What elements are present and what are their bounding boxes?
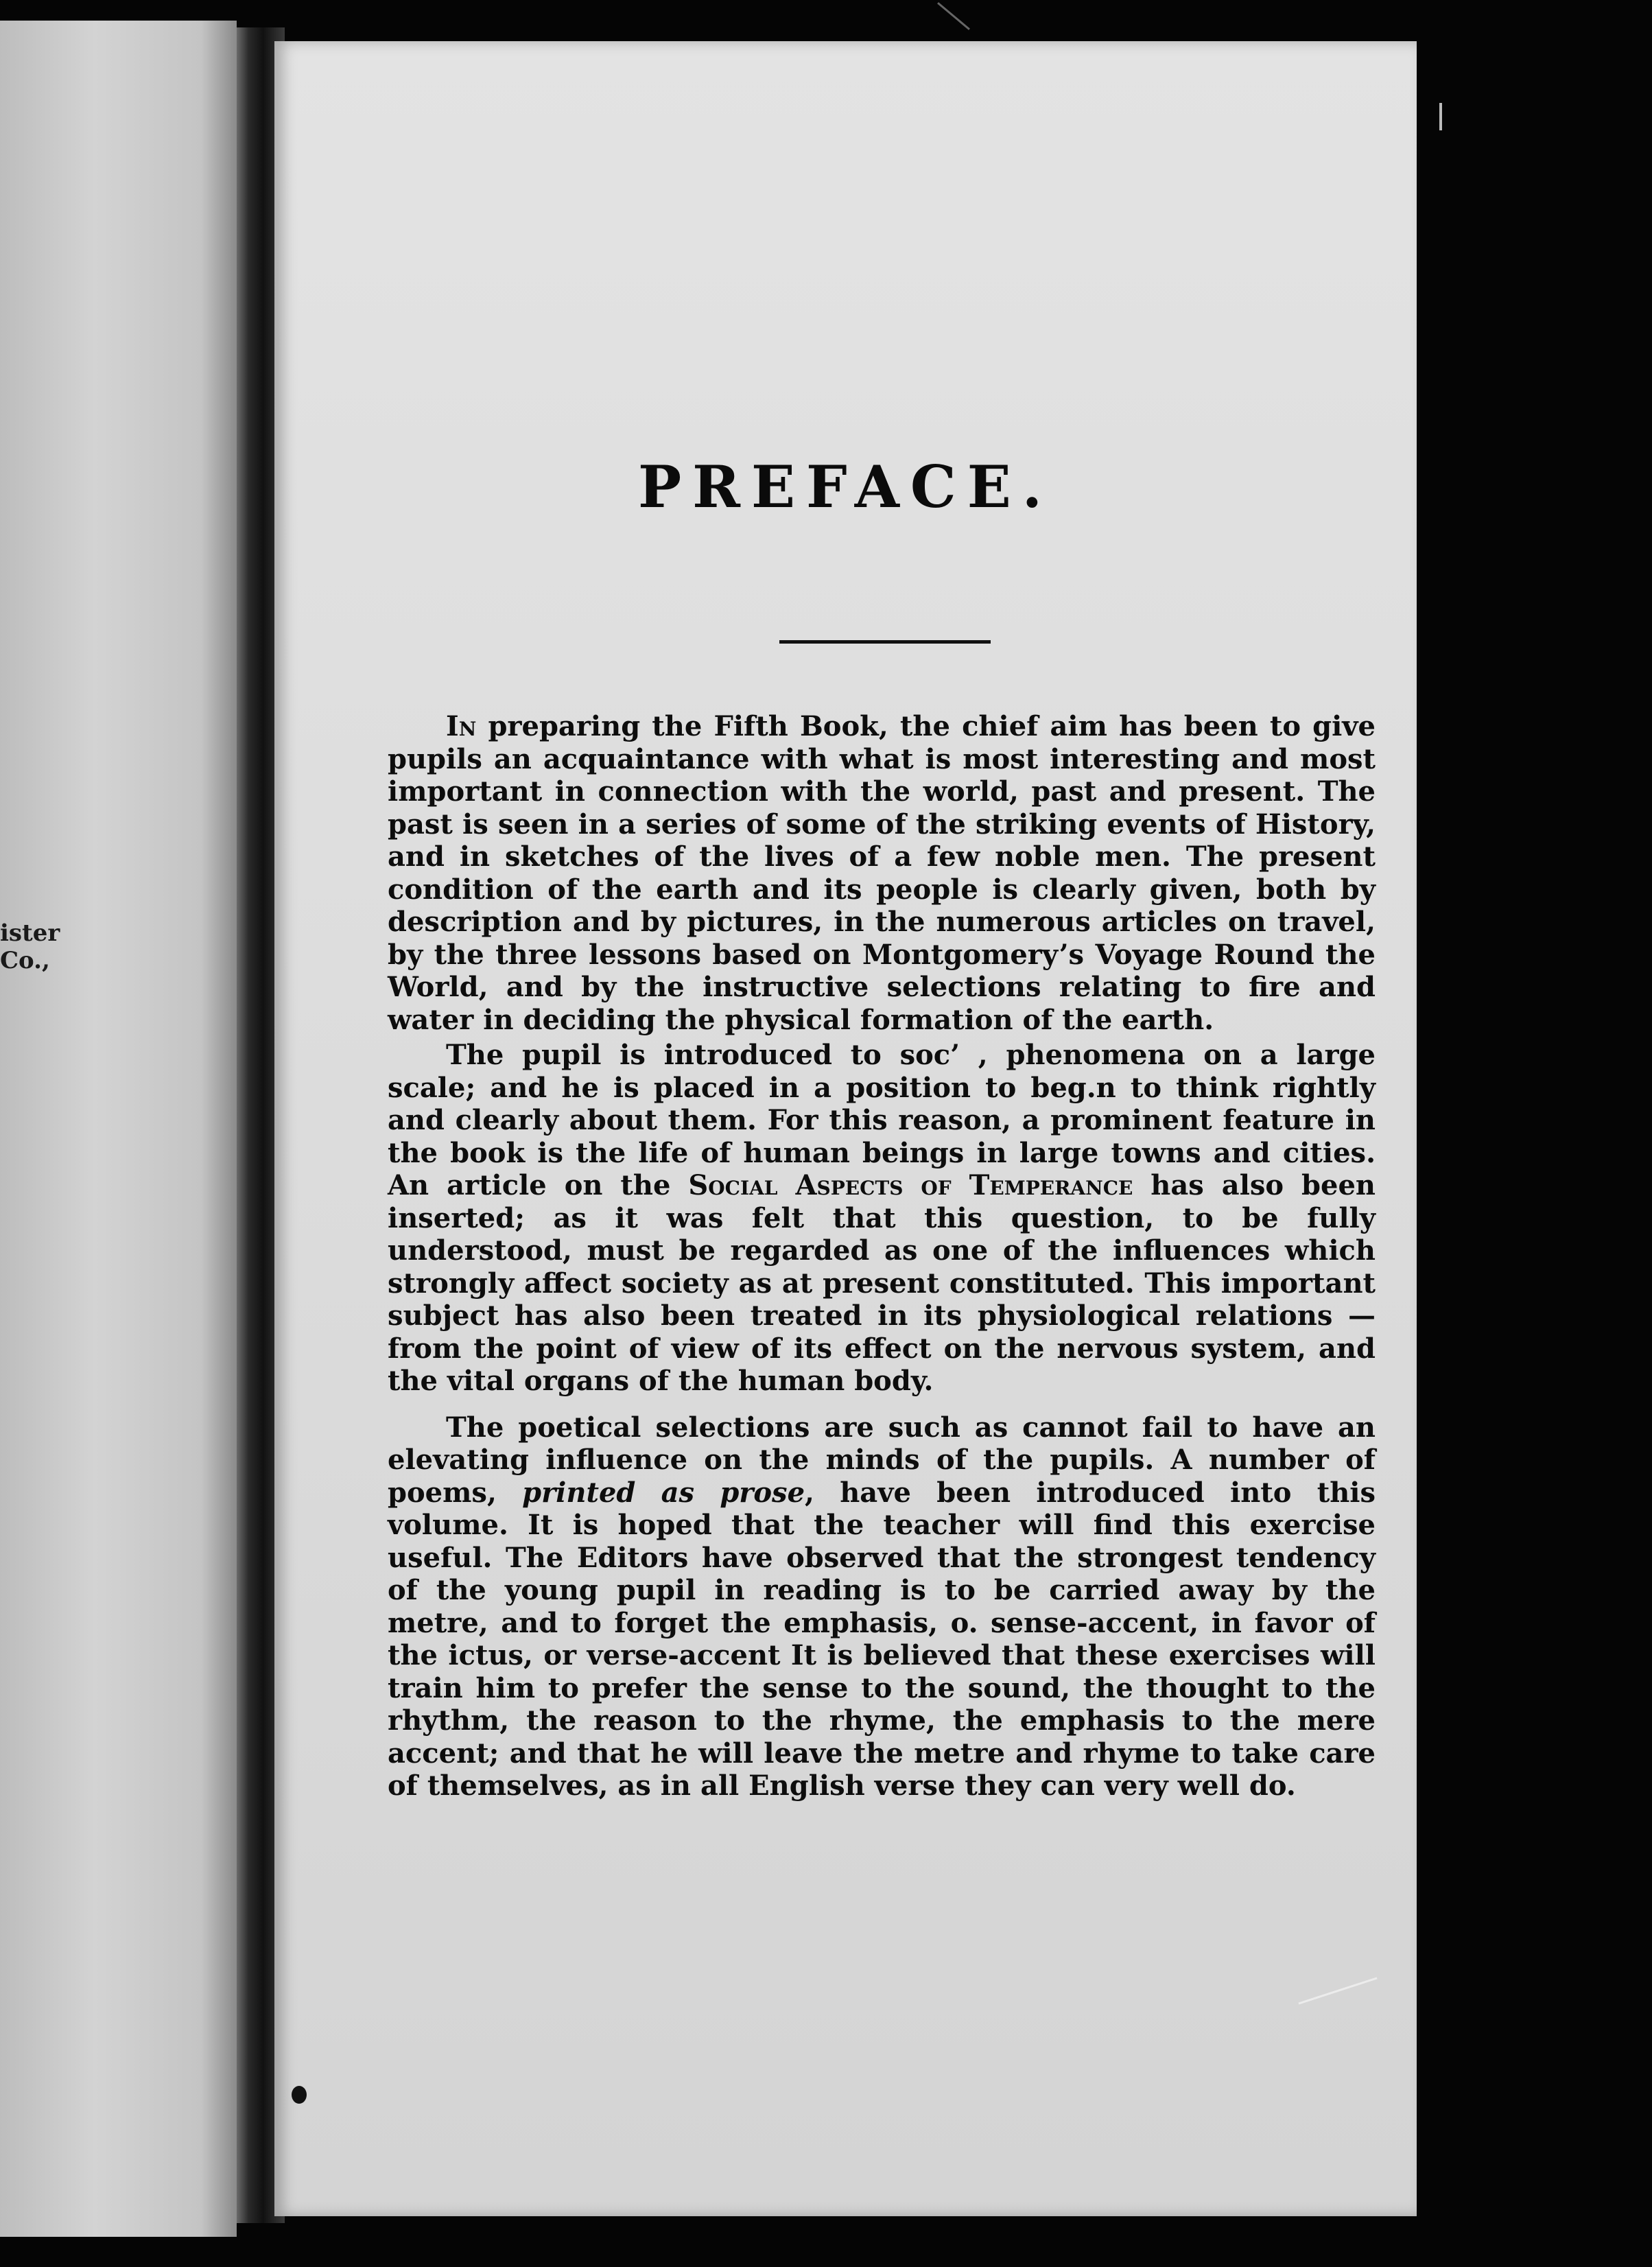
- film-scratch: [937, 2, 970, 30]
- paragraph-text: has also been inserted; as it was felt that this question, to be fully understood, must be regarded as one of the influences which strongly affect society as at present constituted. This important subject has also been treated in its physiological relations — from the point of view of its effect on the nervous system, and the vital organs of the human body.: [388, 1169, 1376, 1397]
- paragraph-text: The pupil is introduced to soc’ , phenomena on a large scale; and he is placed in a position to beg.n to think rightly and clearly about them. For this reason, a prominent feature in the book is the life of human beings in large towns and cities. An article on the: [388, 1039, 1376, 1201]
- lead-word: In: [446, 710, 477, 742]
- paragraph: [388, 710, 1376, 1036]
- preface-page: [274, 41, 1417, 2216]
- title-rule: [779, 640, 991, 644]
- left-page-text-fragment: ister: [0, 919, 60, 947]
- ink-spot: [292, 2086, 307, 2104]
- preface-body: [388, 710, 1376, 1802]
- paragraph-text: The poetical selections are such as cannot fail to have an elevating influence on the minds of the pupils. A number of poems,: [388, 1411, 1376, 1509]
- paragraph: [388, 1411, 1376, 1802]
- small-caps-title: Social Aspects of Temperance: [688, 1169, 1133, 1201]
- italic-phrase: printed as prose: [522, 1476, 805, 1509]
- paragraph-text: preparing the Fifth Book, the chief aim has been to give pupils an acquaintance with what is most interesting and most important in connection with the world, past and present. The past is seen in a series of some of the striking events of History, and in sketches of the lives of a few noble men. The present condition of the earth and its people is clearly given, both by description and by pictures, in the numerous articles on travel, by the three lessons based on Montgomery’s Voyage Round the World, and by the instructive selections relating to fire and water in deciding the physical formation of the earth.: [388, 710, 1376, 1036]
- left-facing-page: [0, 21, 237, 2237]
- paragraph: [388, 1039, 1376, 1398]
- page-title: PREFACE.: [637, 453, 1053, 521]
- film-mark: [1439, 103, 1442, 130]
- paragraph-text: , have been introduced into this volume. It is hoped that the teacher will find this exercise useful. The Editors have observed that the strongest tendency of the young pupil in reading is to be carried away by the metre, and to forget the emphasis, o. sense-accent, in favor of the ictus, or verse-accent It is believed that these exercises will train him to prefer the sense to the sound, the thought to the rhythm, the reason to the rhyme, the emphasis to the mere accent; and that he will leave the metre and rhyme to take care of themselves, as in all English verse they can very well do.: [388, 1476, 1376, 1802]
- left-page-text-fragment: Co.,: [0, 947, 50, 974]
